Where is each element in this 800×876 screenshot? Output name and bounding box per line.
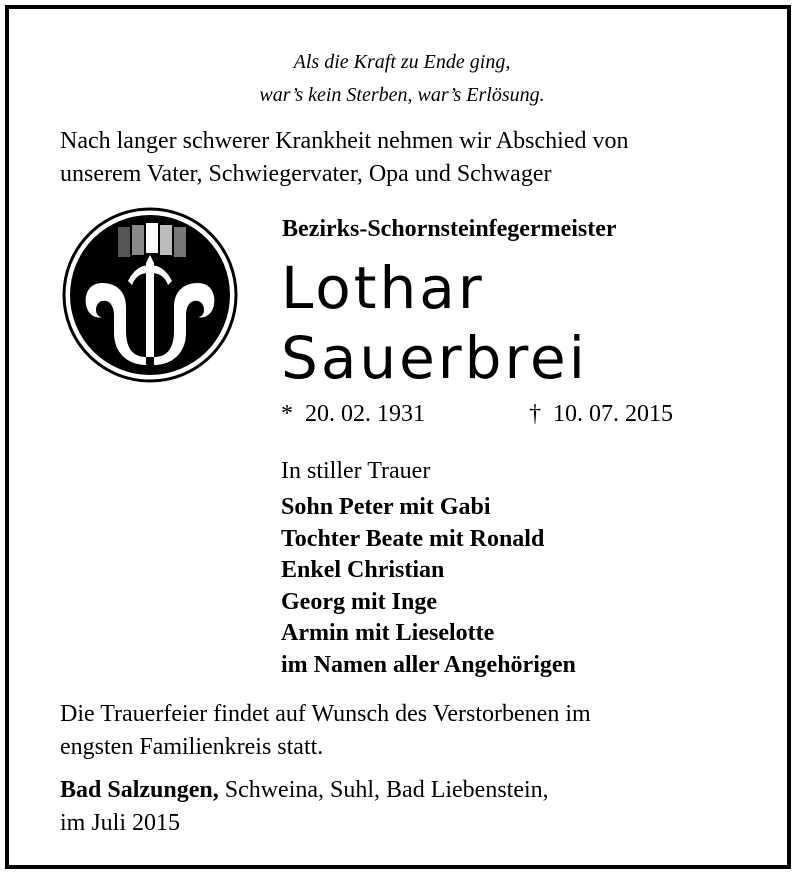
family-member: Georg mit Inge	[281, 588, 437, 615]
death-info	[529, 401, 673, 428]
family-member: Sohn Peter mit Gabi	[281, 494, 491, 520]
birth-symbol: *	[281, 401, 293, 427]
intro-line-2: unserem Vater, Schwiegervater, Opa und Schwager	[60, 161, 552, 187]
other-towns: Schweina, Suhl, Bad Liebenstein,	[224, 777, 549, 803]
funeral-line-1: Die Trauerfeier findet auf Wunsch des Verstorbenen im	[60, 701, 591, 727]
main-town: Bad Salzungen,	[60, 777, 219, 803]
birth-date: 20. 02. 1931	[305, 401, 425, 427]
deceased-last-name: Sauerbrei	[281, 324, 588, 392]
profession-title: Bezirks-Schornsteinfegermeister	[282, 216, 617, 242]
family-member: Armin mit Lieselotte	[281, 620, 495, 646]
funeral-line-2: engsten Familienkreis statt.	[60, 734, 324, 760]
death-symbol: †	[529, 401, 541, 427]
mourning-heading: In stiller Trauer	[281, 458, 431, 484]
intro-line-1: Nach langer schwerer Krankheit nehmen wir Abschied von	[60, 128, 629, 154]
deceased-first-name: Lothar	[281, 254, 485, 322]
quote-line-2: war’s kein Sterben, war’s Erlösung.	[259, 84, 545, 106]
family-member: Tochter Beate mit Ronald	[281, 525, 545, 552]
death-date: 10. 07. 2015	[553, 401, 673, 427]
family-member: im Namen aller Angehörigen	[281, 651, 576, 678]
obituary-frame	[5, 5, 791, 869]
chimney-sweep-guild-emblem-icon	[62, 207, 238, 383]
birth-info	[281, 401, 425, 428]
family-member: Enkel Christian	[281, 557, 445, 583]
quote-line-1: Als die Kraft zu Ende ging,	[293, 51, 511, 73]
place-date: im Juli 2015	[60, 810, 181, 836]
place-line	[60, 774, 549, 807]
